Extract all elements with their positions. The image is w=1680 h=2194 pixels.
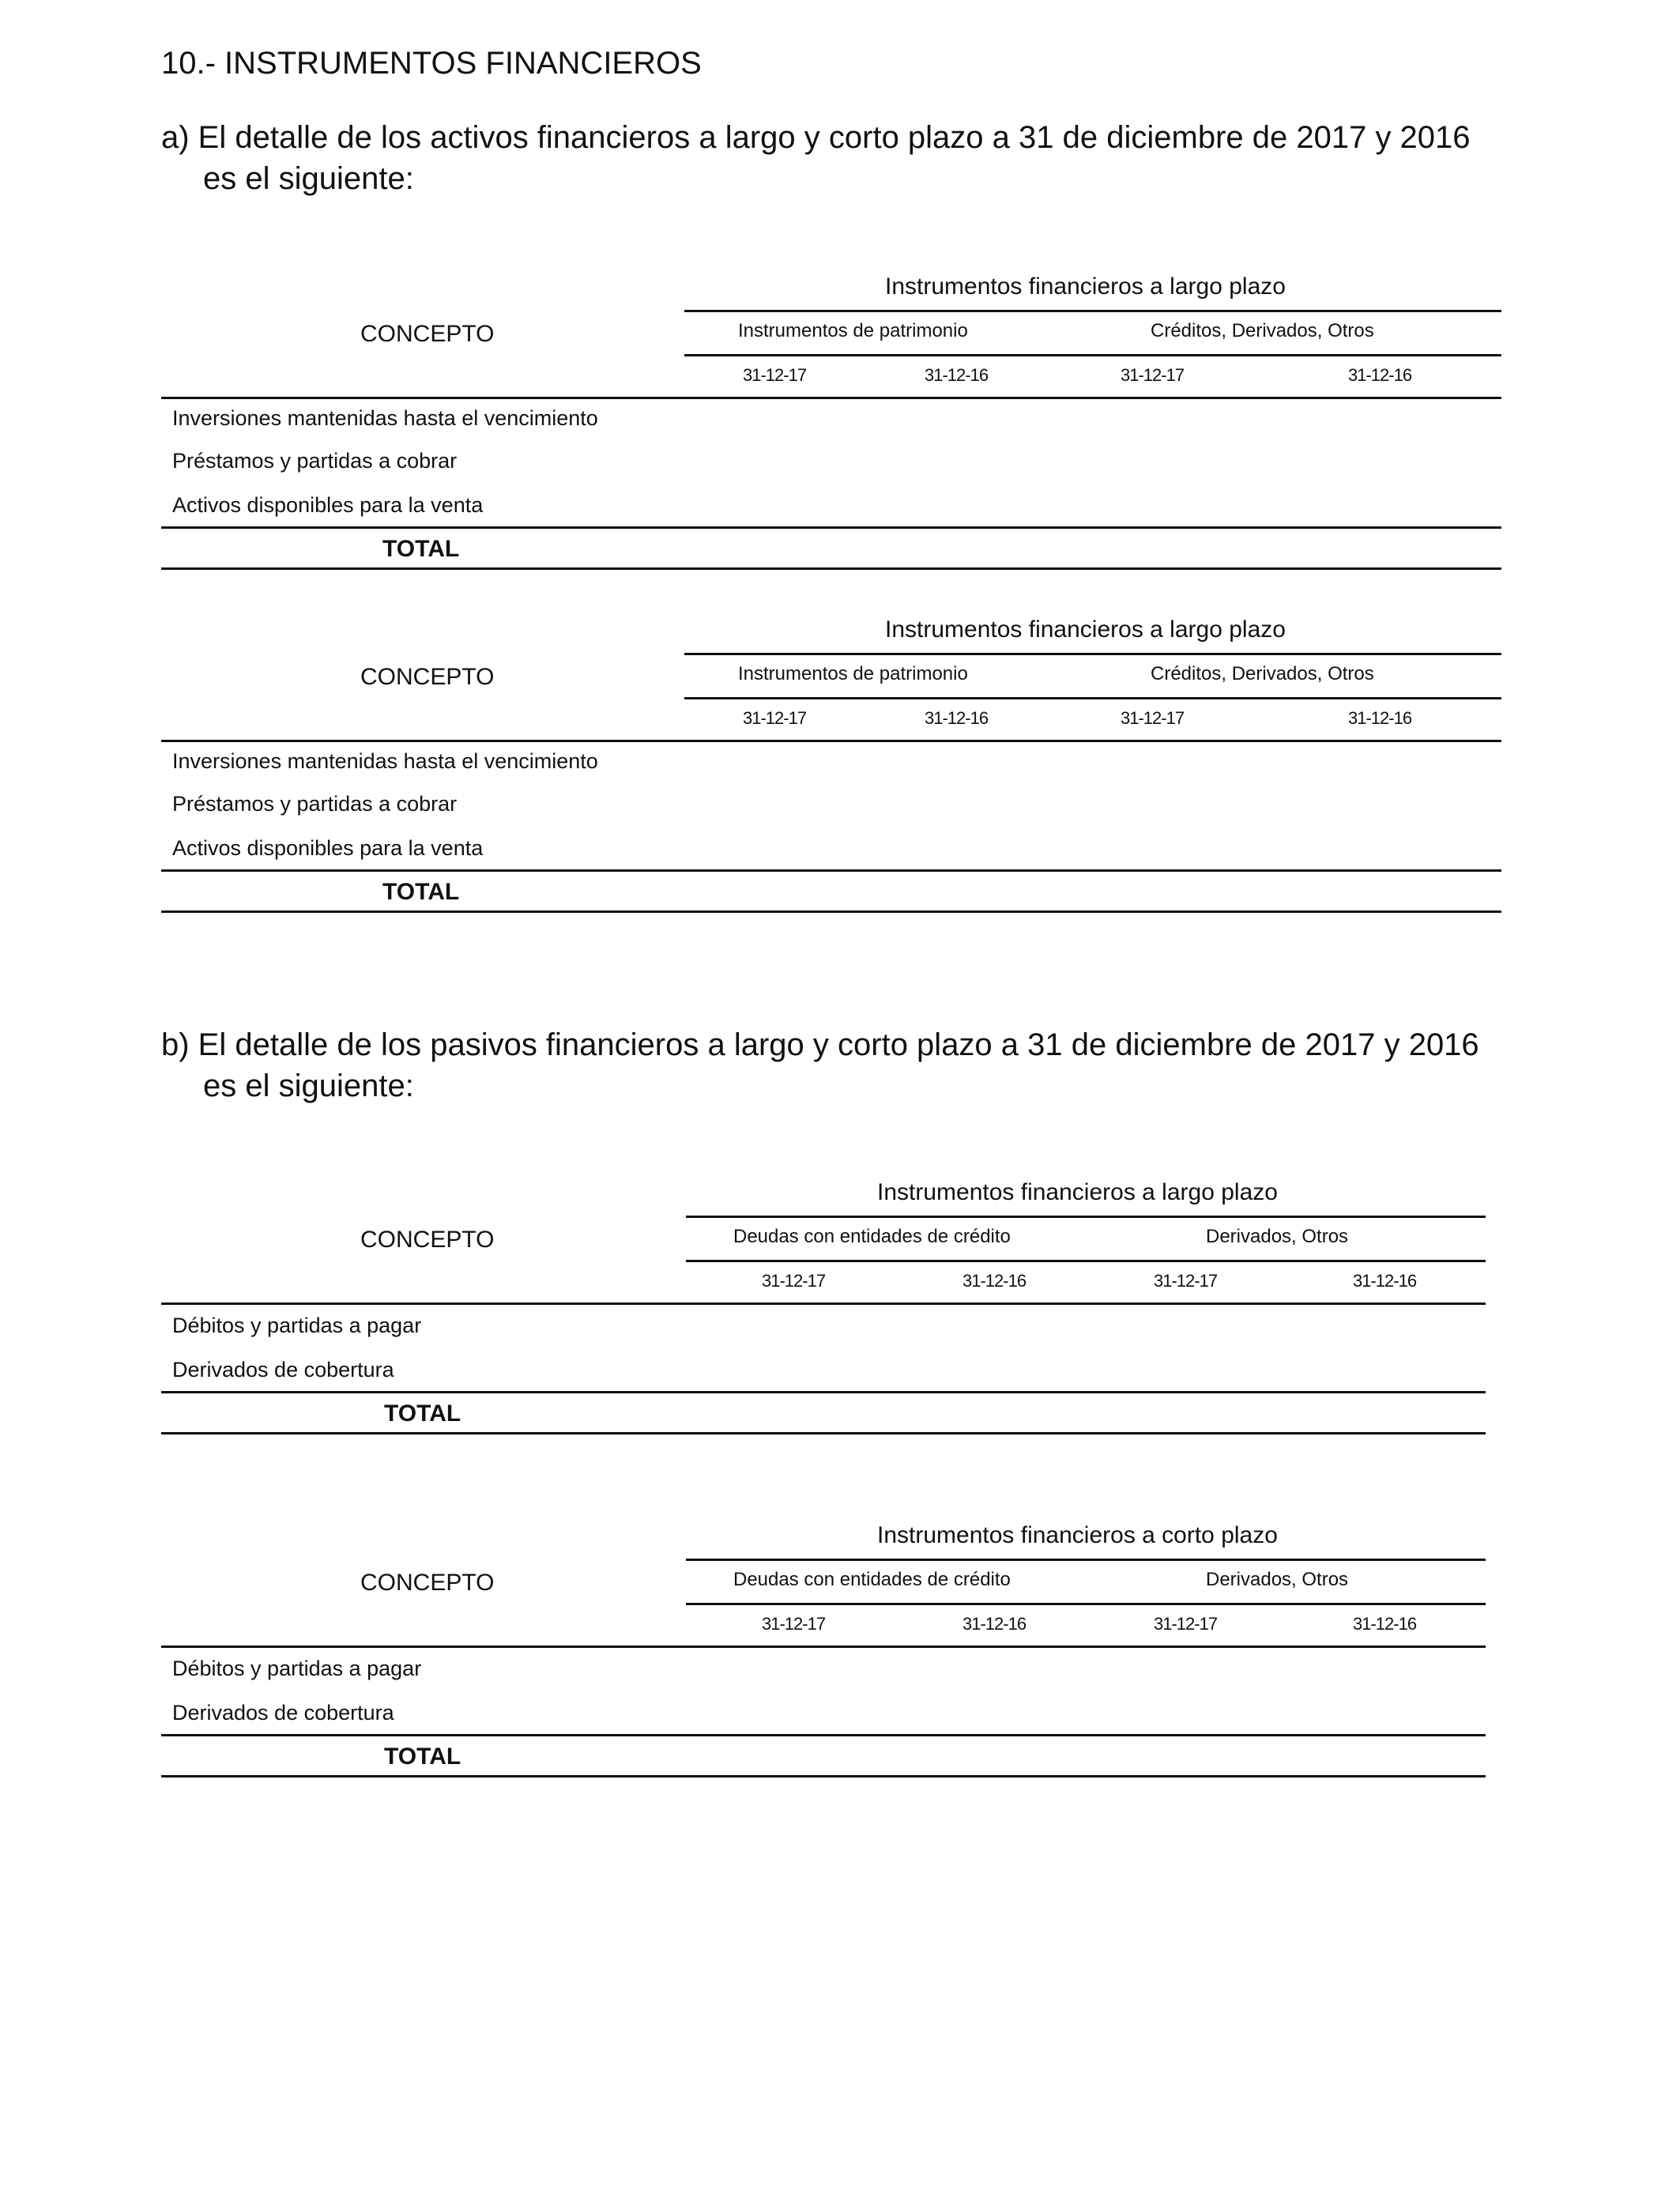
date-header: 31-12-16 bbox=[962, 1614, 1026, 1634]
section-a-line1: a) El detalle de los activos financieros a largo y corto plazo a 31 de diciembre de 2017 y 2016 bbox=[161, 120, 1471, 155]
date-header: 31-12-17 bbox=[743, 708, 807, 728]
divider bbox=[686, 1216, 1486, 1218]
row-label: Activos disponibles para la venta bbox=[172, 493, 484, 517]
total-label: TOTAL bbox=[384, 1400, 461, 1427]
date-header: 31-12-17 bbox=[1154, 1271, 1218, 1291]
date-header: 31-12-17 bbox=[1121, 365, 1185, 385]
date-header: 31-12-17 bbox=[1154, 1614, 1218, 1634]
sub-header: Instrumentos de patrimonio bbox=[738, 320, 968, 341]
row-label: Débitos y partidas a pagar bbox=[172, 1657, 422, 1680]
group-title: Instrumentos financieros a largo plazo bbox=[885, 616, 1286, 643]
date-header: 31-12-16 bbox=[962, 1271, 1026, 1291]
total-label: TOTAL bbox=[384, 1744, 461, 1770]
row-label: Activos disponibles para la venta bbox=[172, 836, 484, 860]
divider bbox=[161, 526, 1501, 529]
date-header: 31-12-17 bbox=[1121, 708, 1185, 728]
divider bbox=[161, 910, 1501, 913]
divider bbox=[161, 1734, 1486, 1736]
sub-header: Créditos, Derivados, Otros bbox=[1151, 663, 1374, 684]
concepto-header: CONCEPTO bbox=[360, 664, 495, 690]
group-title: Instrumentos financieros a largo plazo bbox=[877, 1179, 1278, 1205]
sub-header: Derivados, Otros bbox=[1206, 1569, 1349, 1590]
divider bbox=[161, 1391, 1486, 1393]
date-header: 31-12-17 bbox=[762, 1271, 826, 1291]
row-label: Préstamos y partidas a cobrar bbox=[172, 792, 458, 816]
row-label: Derivados de cobertura bbox=[172, 1358, 394, 1382]
row-label: Débitos y partidas a pagar bbox=[172, 1314, 422, 1337]
date-header: 31-12-16 bbox=[925, 365, 989, 385]
row-label: Inversiones mantenidas hasta el vencimiento bbox=[172, 749, 598, 773]
concepto-header: CONCEPTO bbox=[360, 321, 495, 347]
sub-header: Deudas con entidades de crédito bbox=[733, 1226, 1011, 1247]
row-label: Préstamos y partidas a cobrar bbox=[172, 449, 458, 473]
sub-header: Instrumentos de patrimonio bbox=[738, 663, 968, 684]
date-header: 31-12-16 bbox=[1353, 1271, 1417, 1291]
section-b-line2: es el siguiente: bbox=[203, 1069, 414, 1103]
divider bbox=[686, 1603, 1486, 1605]
date-header: 31-12-16 bbox=[1348, 708, 1412, 728]
date-header: 31-12-16 bbox=[1353, 1614, 1417, 1634]
group-title: Instrumentos financieros a corto plazo bbox=[877, 1522, 1278, 1548]
sub-header: Deudas con entidades de crédito bbox=[733, 1569, 1011, 1590]
date-header: 31-12-16 bbox=[925, 708, 989, 728]
divider bbox=[686, 1260, 1486, 1262]
page-title: 10.- INSTRUMENTOS FINANCIEROS bbox=[161, 46, 702, 81]
sub-header: Derivados, Otros bbox=[1206, 1226, 1349, 1247]
section-b-line1: b) El detalle de los pasivos financieros a largo y corto plazo a 31 de diciembre de 2017 y 2016 bbox=[161, 1027, 1479, 1062]
date-header: 31-12-17 bbox=[762, 1614, 826, 1634]
section-a-intro bbox=[161, 117, 1552, 199]
group-title: Instrumentos financieros a largo plazo bbox=[885, 273, 1286, 300]
section-b-intro bbox=[161, 1024, 1552, 1106]
divider bbox=[161, 1302, 1486, 1305]
divider bbox=[161, 1646, 1486, 1648]
divider bbox=[161, 397, 1501, 399]
total-label: TOTAL bbox=[382, 879, 460, 905]
divider bbox=[161, 740, 1501, 742]
divider bbox=[161, 567, 1501, 570]
concepto-header: CONCEPTO bbox=[360, 1227, 495, 1253]
date-header: 31-12-16 bbox=[1348, 365, 1412, 385]
total-label: TOTAL bbox=[382, 536, 460, 562]
divider bbox=[161, 869, 1501, 872]
divider bbox=[686, 1559, 1486, 1561]
divider bbox=[684, 697, 1501, 699]
divider bbox=[684, 354, 1501, 356]
divider bbox=[161, 1432, 1486, 1434]
row-label: Derivados de cobertura bbox=[172, 1701, 394, 1725]
date-header: 31-12-17 bbox=[743, 365, 807, 385]
divider bbox=[684, 653, 1501, 655]
section-a-line2: es el siguiente: bbox=[203, 161, 414, 196]
concepto-header: CONCEPTO bbox=[360, 1570, 495, 1596]
divider bbox=[161, 1775, 1486, 1777]
row-label: Inversiones mantenidas hasta el vencimiento bbox=[172, 406, 598, 430]
divider bbox=[684, 310, 1501, 312]
sub-header: Créditos, Derivados, Otros bbox=[1151, 320, 1374, 341]
